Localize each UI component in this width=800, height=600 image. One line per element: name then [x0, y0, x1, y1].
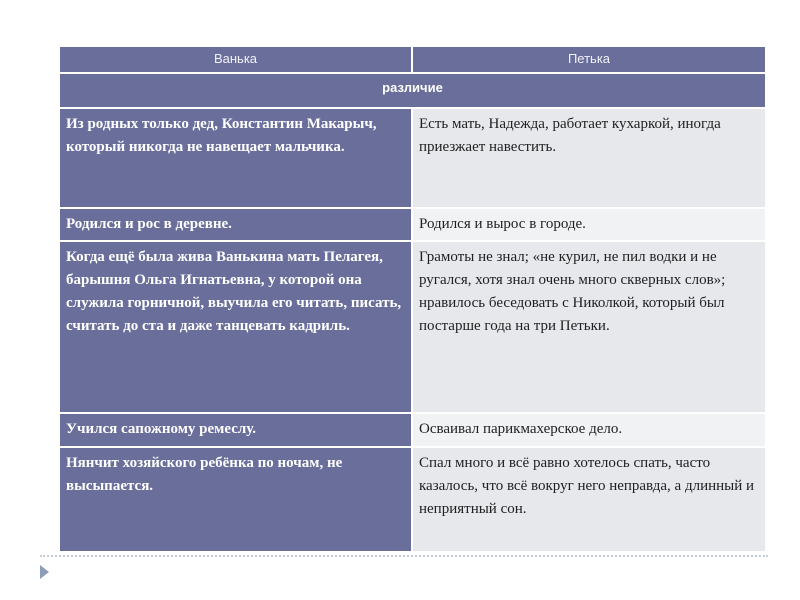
dotted-divider [40, 555, 768, 557]
row-3-vanka: Когда ещё была жива Ванькина мать Пелагея, барышня Ольга Игнатьевна, у которой она служила горничной, выучила его читать, писать, считать до ста и даже танцевать кадриль. [60, 242, 413, 414]
row-2-petka: Родился и вырос в городе. [413, 209, 767, 242]
section-difference: различие [60, 74, 767, 109]
row-5-vanka: Нянчит хозяйского ребёнка по ночам, не высыпается. [60, 448, 413, 553]
row-4-petka: Осваивал парикмахерское дело. [413, 414, 767, 448]
row-1-vanka: Из родных только дед, Константин Макарыч, который никогда не навещает мальчика. [60, 109, 413, 209]
row-2-vanka: Родился и рос в деревне. [60, 209, 413, 242]
header-petka: Петька [413, 47, 767, 74]
row-4-vanka: Учился сапожному ремеслу. [60, 414, 413, 448]
next-slide-arrow-icon[interactable] [40, 565, 49, 579]
row-3-petka: Грамоты не знал; «не курил, не пил водки и не ругался, хотя знал очень много скверных слов»; нравилось беседовать с Николкой, который был постарше года на три Петьки. [413, 242, 767, 414]
row-1-petka: Есть мать, Надежда, работает кухаркой, иногда приезжает навестить. [413, 109, 767, 209]
header-vanka: Ванька [60, 47, 413, 74]
comparison-table [60, 47, 767, 553]
row-5-petka: Спал много и всё равно хотелось спать, часто казалось, что всё вокруг него неправда, а длинный и неприятный сон. [413, 448, 767, 553]
